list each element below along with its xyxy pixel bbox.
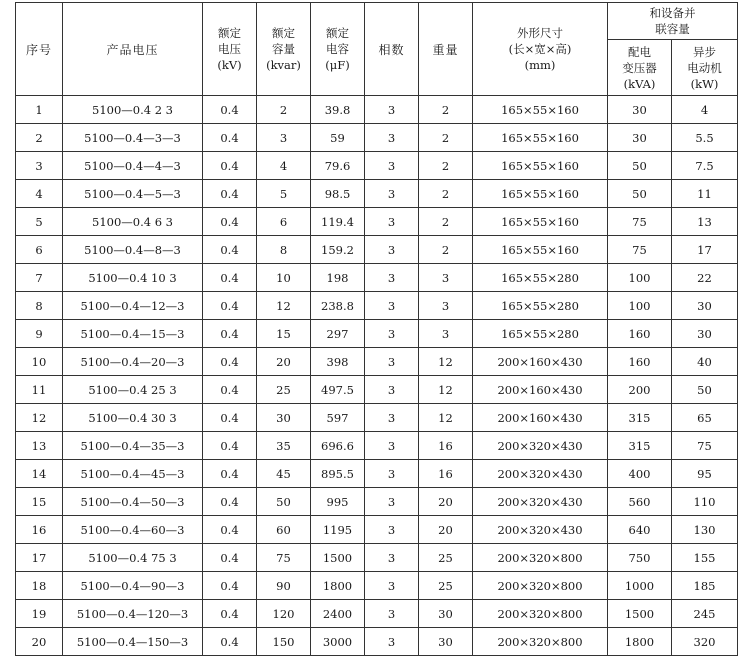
cell-rated-voltage: 0.4	[203, 404, 257, 432]
cell-motor-capacity: 30	[672, 292, 738, 320]
header-capacitance	[311, 3, 365, 96]
table-row	[16, 600, 738, 628]
cell-weight: 16	[419, 460, 473, 488]
cell-motor-capacity: 40	[672, 348, 738, 376]
cell-transformer-capacity: 160	[608, 320, 672, 348]
table-row	[16, 152, 738, 180]
cell-motor-capacity: 22	[672, 264, 738, 292]
cell-product-model: 5100—0.4—35—3	[63, 432, 203, 460]
header-equipment-group-line-1: 和设备并	[649, 6, 696, 20]
table-row	[16, 320, 738, 348]
header-capacitance-line-3: (μF)	[325, 58, 350, 72]
capacitor-spec-table	[15, 2, 738, 656]
table-row	[16, 628, 738, 656]
header-phases: 相数	[365, 3, 419, 96]
cell-index: 3	[16, 152, 63, 180]
cell-transformer-capacity: 160	[608, 348, 672, 376]
cell-motor-capacity: 7.5	[672, 152, 738, 180]
cell-dimensions: 200×160×430	[473, 348, 608, 376]
cell-rated-capacity: 60	[257, 516, 311, 544]
cell-rated-capacitance: 1195	[311, 516, 365, 544]
cell-phases: 3	[365, 236, 419, 264]
cell-motor-capacity: 65	[672, 404, 738, 432]
cell-dimensions: 200×320×430	[473, 516, 608, 544]
cell-motor-capacity: 245	[672, 600, 738, 628]
cell-index: 11	[16, 376, 63, 404]
cell-phases: 3	[365, 488, 419, 516]
cell-index: 14	[16, 460, 63, 488]
header-dimensions-line-3: (mm)	[524, 58, 556, 72]
cell-motor-capacity: 155	[672, 544, 738, 572]
cell-rated-voltage: 0.4	[203, 544, 257, 572]
cell-phases: 3	[365, 516, 419, 544]
cell-product-model: 5100—0.4 2 3	[63, 96, 203, 124]
cell-phases: 3	[365, 208, 419, 236]
table-row	[16, 264, 738, 292]
cell-motor-capacity: 95	[672, 460, 738, 488]
cell-rated-capacitance: 59	[311, 124, 365, 152]
cell-rated-voltage: 0.4	[203, 320, 257, 348]
cell-motor-capacity: 13	[672, 208, 738, 236]
cell-rated-capacitance: 39.8	[311, 96, 365, 124]
header-capacity-line-1: 额定	[272, 26, 295, 40]
header-motor-line-3: (kW)	[690, 76, 719, 91]
table-row	[16, 572, 738, 600]
cell-transformer-capacity: 100	[608, 264, 672, 292]
cell-index: 17	[16, 544, 63, 572]
cell-phases: 3	[365, 432, 419, 460]
cell-weight: 12	[419, 376, 473, 404]
cell-rated-capacity: 2	[257, 96, 311, 124]
cell-rated-capacity: 45	[257, 460, 311, 488]
header-transformer-line-2: 变压器	[622, 60, 657, 75]
header-motor-line-2: 电动机	[687, 60, 722, 75]
cell-index: 5	[16, 208, 63, 236]
cell-rated-capacity: 25	[257, 376, 311, 404]
cell-rated-capacitance: 198	[311, 264, 365, 292]
cell-rated-voltage: 0.4	[203, 124, 257, 152]
cell-dimensions: 165×55×280	[473, 264, 608, 292]
cell-weight: 2	[419, 96, 473, 124]
cell-product-model: 5100—0.4—20—3	[63, 348, 203, 376]
cell-weight: 2	[419, 124, 473, 152]
header-motor	[672, 40, 738, 96]
cell-phases: 3	[365, 152, 419, 180]
table-row	[16, 376, 738, 404]
header-voltage-line-1: 额定	[218, 26, 241, 40]
header-capacity	[257, 3, 311, 96]
cell-rated-voltage: 0.4	[203, 572, 257, 600]
cell-transformer-capacity: 750	[608, 544, 672, 572]
cell-rated-capacitance: 297	[311, 320, 365, 348]
cell-rated-capacitance: 3000	[311, 628, 365, 656]
table-row	[16, 432, 738, 460]
cell-index: 16	[16, 516, 63, 544]
cell-weight: 25	[419, 572, 473, 600]
cell-rated-capacity: 3	[257, 124, 311, 152]
cell-index: 4	[16, 180, 63, 208]
cell-dimensions: 200×320×430	[473, 488, 608, 516]
cell-transformer-capacity: 1000	[608, 572, 672, 600]
table-row	[16, 96, 738, 124]
cell-transformer-capacity: 75	[608, 208, 672, 236]
cell-motor-capacity: 130	[672, 516, 738, 544]
cell-motor-capacity: 50	[672, 376, 738, 404]
cell-product-model: 5100—0.4—45—3	[63, 460, 203, 488]
cell-dimensions: 200×160×430	[473, 376, 608, 404]
cell-index: 9	[16, 320, 63, 348]
cell-rated-voltage: 0.4	[203, 96, 257, 124]
cell-rated-capacity: 6	[257, 208, 311, 236]
header-capacity-line-2: 容量	[272, 42, 295, 56]
cell-dimensions: 200×320×800	[473, 572, 608, 600]
cell-transformer-capacity: 200	[608, 376, 672, 404]
header-index: 序号	[16, 3, 63, 96]
cell-transformer-capacity: 50	[608, 180, 672, 208]
cell-dimensions: 165×55×280	[473, 320, 608, 348]
cell-rated-voltage: 0.4	[203, 628, 257, 656]
table-row	[16, 348, 738, 376]
cell-rated-capacity: 90	[257, 572, 311, 600]
cell-index: 20	[16, 628, 63, 656]
cell-rated-capacity: 75	[257, 544, 311, 572]
header-weight: 重量	[419, 3, 473, 96]
table-header	[16, 3, 738, 96]
cell-phases: 3	[365, 404, 419, 432]
cell-weight: 20	[419, 516, 473, 544]
cell-phases: 3	[365, 320, 419, 348]
cell-weight: 2	[419, 152, 473, 180]
cell-rated-capacitance: 895.5	[311, 460, 365, 488]
cell-rated-capacity: 35	[257, 432, 311, 460]
header-capacitance-line-2: 电容	[326, 42, 349, 56]
cell-product-model: 5100—0.4—12—3	[63, 292, 203, 320]
cell-phases: 3	[365, 180, 419, 208]
cell-dimensions: 200×320×430	[473, 432, 608, 460]
cell-phases: 3	[365, 600, 419, 628]
cell-rated-capacitance: 238.8	[311, 292, 365, 320]
cell-rated-voltage: 0.4	[203, 376, 257, 404]
cell-phases: 3	[365, 572, 419, 600]
cell-transformer-capacity: 1500	[608, 600, 672, 628]
table-row	[16, 460, 738, 488]
cell-product-model: 5100—0.4—120—3	[63, 600, 203, 628]
cell-rated-voltage: 0.4	[203, 488, 257, 516]
cell-index: 13	[16, 432, 63, 460]
cell-index: 8	[16, 292, 63, 320]
cell-phases: 3	[365, 544, 419, 572]
table-row	[16, 208, 738, 236]
cell-product-model: 5100—0.4—15—3	[63, 320, 203, 348]
cell-phases: 3	[365, 376, 419, 404]
cell-product-model: 5100—0.4 10 3	[63, 264, 203, 292]
table-row	[16, 180, 738, 208]
cell-rated-voltage: 0.4	[203, 432, 257, 460]
cell-rated-capacitance: 1800	[311, 572, 365, 600]
cell-rated-capacitance: 119.4	[311, 208, 365, 236]
cell-rated-capacitance: 398	[311, 348, 365, 376]
header-transformer	[608, 40, 672, 96]
cell-weight: 25	[419, 544, 473, 572]
cell-dimensions: 165×55×280	[473, 292, 608, 320]
cell-product-model: 5100—0.4—5—3	[63, 180, 203, 208]
cell-dimensions: 165×55×160	[473, 180, 608, 208]
cell-motor-capacity: 75	[672, 432, 738, 460]
cell-rated-capacity: 15	[257, 320, 311, 348]
cell-dimensions: 200×320×430	[473, 460, 608, 488]
cell-phases: 3	[365, 348, 419, 376]
cell-motor-capacity: 4	[672, 96, 738, 124]
cell-motor-capacity: 17	[672, 236, 738, 264]
cell-rated-voltage: 0.4	[203, 460, 257, 488]
header-dimensions-line-1: 外形尺寸	[517, 26, 563, 40]
cell-transformer-capacity: 560	[608, 488, 672, 516]
cell-rated-voltage: 0.4	[203, 236, 257, 264]
cell-weight: 3	[419, 264, 473, 292]
cell-rated-voltage: 0.4	[203, 516, 257, 544]
cell-product-model: 5100—0.4 75 3	[63, 544, 203, 572]
header-voltage-line-3: (kV)	[217, 58, 242, 72]
cell-weight: 30	[419, 628, 473, 656]
cell-weight: 16	[419, 432, 473, 460]
cell-transformer-capacity: 75	[608, 236, 672, 264]
header-transformer-line-3: (kVA)	[623, 76, 656, 91]
cell-phases: 3	[365, 292, 419, 320]
cell-rated-capacitance: 597	[311, 404, 365, 432]
cell-index: 1	[16, 96, 63, 124]
cell-rated-voltage: 0.4	[203, 348, 257, 376]
cell-weight: 2	[419, 208, 473, 236]
cell-product-model: 5100—0.4—90—3	[63, 572, 203, 600]
cell-rated-capacity: 12	[257, 292, 311, 320]
cell-dimensions: 165×55×160	[473, 96, 608, 124]
cell-index: 6	[16, 236, 63, 264]
cell-weight: 3	[419, 292, 473, 320]
cell-rated-capacity: 50	[257, 488, 311, 516]
header-transformer-line-1: 配电	[628, 44, 651, 59]
cell-phases: 3	[365, 96, 419, 124]
cell-product-model: 5100—0.4—60—3	[63, 516, 203, 544]
header-voltage-line-2: 电压	[218, 42, 241, 56]
cell-transformer-capacity: 400	[608, 460, 672, 488]
cell-product-model: 5100—0.4 25 3	[63, 376, 203, 404]
cell-product-model: 5100—0.4 6 3	[63, 208, 203, 236]
cell-weight: 2	[419, 236, 473, 264]
cell-phases: 3	[365, 264, 419, 292]
cell-rated-capacity: 30	[257, 404, 311, 432]
table-row	[16, 544, 738, 572]
cell-phases: 3	[365, 628, 419, 656]
cell-index: 7	[16, 264, 63, 292]
header-equipment-group-line-2: 联容量	[655, 22, 690, 36]
cell-dimensions: 165×55×160	[473, 152, 608, 180]
cell-transformer-capacity: 50	[608, 152, 672, 180]
cell-weight: 30	[419, 600, 473, 628]
header-dimensions	[473, 3, 608, 96]
cell-motor-capacity: 11	[672, 180, 738, 208]
cell-dimensions: 200×160×430	[473, 404, 608, 432]
header-voltage	[203, 3, 257, 96]
cell-rated-capacitance: 1500	[311, 544, 365, 572]
cell-rated-voltage: 0.4	[203, 264, 257, 292]
capacitor-spec-sheet	[15, 2, 737, 658]
cell-rated-capacitance: 497.5	[311, 376, 365, 404]
table-row	[16, 292, 738, 320]
cell-motor-capacity: 30	[672, 320, 738, 348]
cell-dimensions: 200×320×800	[473, 600, 608, 628]
header-equipment-group	[608, 3, 738, 40]
cell-motor-capacity: 110	[672, 488, 738, 516]
cell-product-model: 5100—0.4—3—3	[63, 124, 203, 152]
cell-weight: 12	[419, 348, 473, 376]
cell-product-model: 5100—0.4—150—3	[63, 628, 203, 656]
cell-rated-capacity: 8	[257, 236, 311, 264]
cell-rated-capacity: 20	[257, 348, 311, 376]
cell-index: 2	[16, 124, 63, 152]
header-capacitance-line-1: 额定	[326, 26, 349, 40]
cell-index: 18	[16, 572, 63, 600]
cell-weight: 3	[419, 320, 473, 348]
cell-phases: 3	[365, 124, 419, 152]
cell-dimensions: 165×55×160	[473, 124, 608, 152]
cell-product-model: 5100—0.4—50—3	[63, 488, 203, 516]
table-row	[16, 404, 738, 432]
cell-rated-capacitance: 98.5	[311, 180, 365, 208]
cell-rated-capacitance: 2400	[311, 600, 365, 628]
cell-dimensions: 200×320×800	[473, 544, 608, 572]
table-row	[16, 516, 738, 544]
cell-product-model: 5100—0.4 30 3	[63, 404, 203, 432]
cell-product-model: 5100—0.4—4—3	[63, 152, 203, 180]
header-capacity-line-3: (kvar)	[266, 58, 301, 72]
cell-rated-voltage: 0.4	[203, 600, 257, 628]
cell-rated-voltage: 0.4	[203, 208, 257, 236]
cell-transformer-capacity: 1800	[608, 628, 672, 656]
cell-motor-capacity: 185	[672, 572, 738, 600]
header-product: 产品电压	[63, 3, 203, 96]
cell-dimensions: 165×55×160	[473, 236, 608, 264]
cell-motor-capacity: 320	[672, 628, 738, 656]
cell-transformer-capacity: 640	[608, 516, 672, 544]
cell-motor-capacity: 5.5	[672, 124, 738, 152]
cell-rated-capacity: 4	[257, 152, 311, 180]
cell-index: 19	[16, 600, 63, 628]
table-row	[16, 236, 738, 264]
cell-index: 10	[16, 348, 63, 376]
table-row	[16, 124, 738, 152]
cell-transformer-capacity: 315	[608, 404, 672, 432]
cell-rated-capacitance: 995	[311, 488, 365, 516]
cell-rated-capacitance: 79.6	[311, 152, 365, 180]
cell-weight: 20	[419, 488, 473, 516]
cell-rated-voltage: 0.4	[203, 292, 257, 320]
cell-index: 15	[16, 488, 63, 516]
header-motor-line-1: 异步	[693, 44, 716, 59]
cell-dimensions: 200×320×800	[473, 628, 608, 656]
cell-rated-voltage: 0.4	[203, 180, 257, 208]
cell-rated-voltage: 0.4	[203, 152, 257, 180]
header-dimensions-line-2: (长×宽×高)	[508, 42, 572, 56]
cell-transformer-capacity: 30	[608, 96, 672, 124]
cell-dimensions: 165×55×160	[473, 208, 608, 236]
cell-rated-capacity: 150	[257, 628, 311, 656]
cell-transformer-capacity: 30	[608, 124, 672, 152]
cell-product-model: 5100—0.4—8—3	[63, 236, 203, 264]
cell-rated-capacity: 10	[257, 264, 311, 292]
cell-rated-capacity: 120	[257, 600, 311, 628]
cell-rated-capacitance: 159.2	[311, 236, 365, 264]
cell-weight: 2	[419, 180, 473, 208]
cell-phases: 3	[365, 460, 419, 488]
table-body	[16, 96, 738, 656]
cell-index: 12	[16, 404, 63, 432]
cell-rated-capacitance: 696.6	[311, 432, 365, 460]
table-row	[16, 488, 738, 516]
cell-transformer-capacity: 315	[608, 432, 672, 460]
cell-rated-capacity: 5	[257, 180, 311, 208]
cell-weight: 12	[419, 404, 473, 432]
cell-transformer-capacity: 100	[608, 292, 672, 320]
